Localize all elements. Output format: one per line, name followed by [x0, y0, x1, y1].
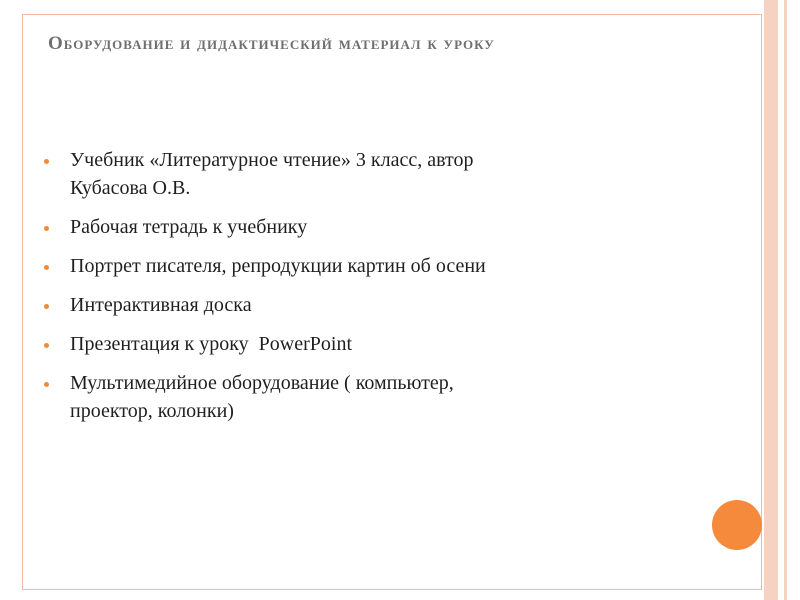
- equipment-list: [44, 146, 704, 436]
- bullet-icon: [44, 265, 49, 270]
- slide-title: Оборудование и дидактический материал к уроку: [48, 33, 495, 54]
- decorative-side-line: [784, 0, 787, 600]
- list-item: [44, 252, 704, 280]
- bullet-icon: [44, 343, 49, 348]
- decorative-side-bar: [764, 0, 778, 600]
- list-item-text: Учебник «Литературное чтение» 3 класс, автор Кубасова О.В.: [70, 149, 474, 199]
- decorative-orange-circle: [712, 500, 762, 550]
- bullet-icon: [44, 159, 49, 164]
- list-item-text: Презентация к уроку PowerPoint: [70, 333, 353, 355]
- list-item: [44, 213, 704, 241]
- list-item: [44, 146, 704, 202]
- bullet-icon: [44, 304, 49, 309]
- list-item: [44, 330, 704, 358]
- list-item: [44, 291, 704, 319]
- list-item-text: Рабочая тетрадь к учебнику: [70, 216, 308, 238]
- list-item-text: Мультимедийное оборудование ( компьютер, проектор, колонки): [70, 372, 454, 422]
- bullet-icon: [44, 226, 49, 231]
- list-item-text: Интерактивная доска: [70, 294, 252, 316]
- list-item: [44, 369, 704, 425]
- list-item-text: Портрет писателя, репродукции картин об осени: [70, 255, 486, 277]
- bullet-icon: [44, 382, 49, 387]
